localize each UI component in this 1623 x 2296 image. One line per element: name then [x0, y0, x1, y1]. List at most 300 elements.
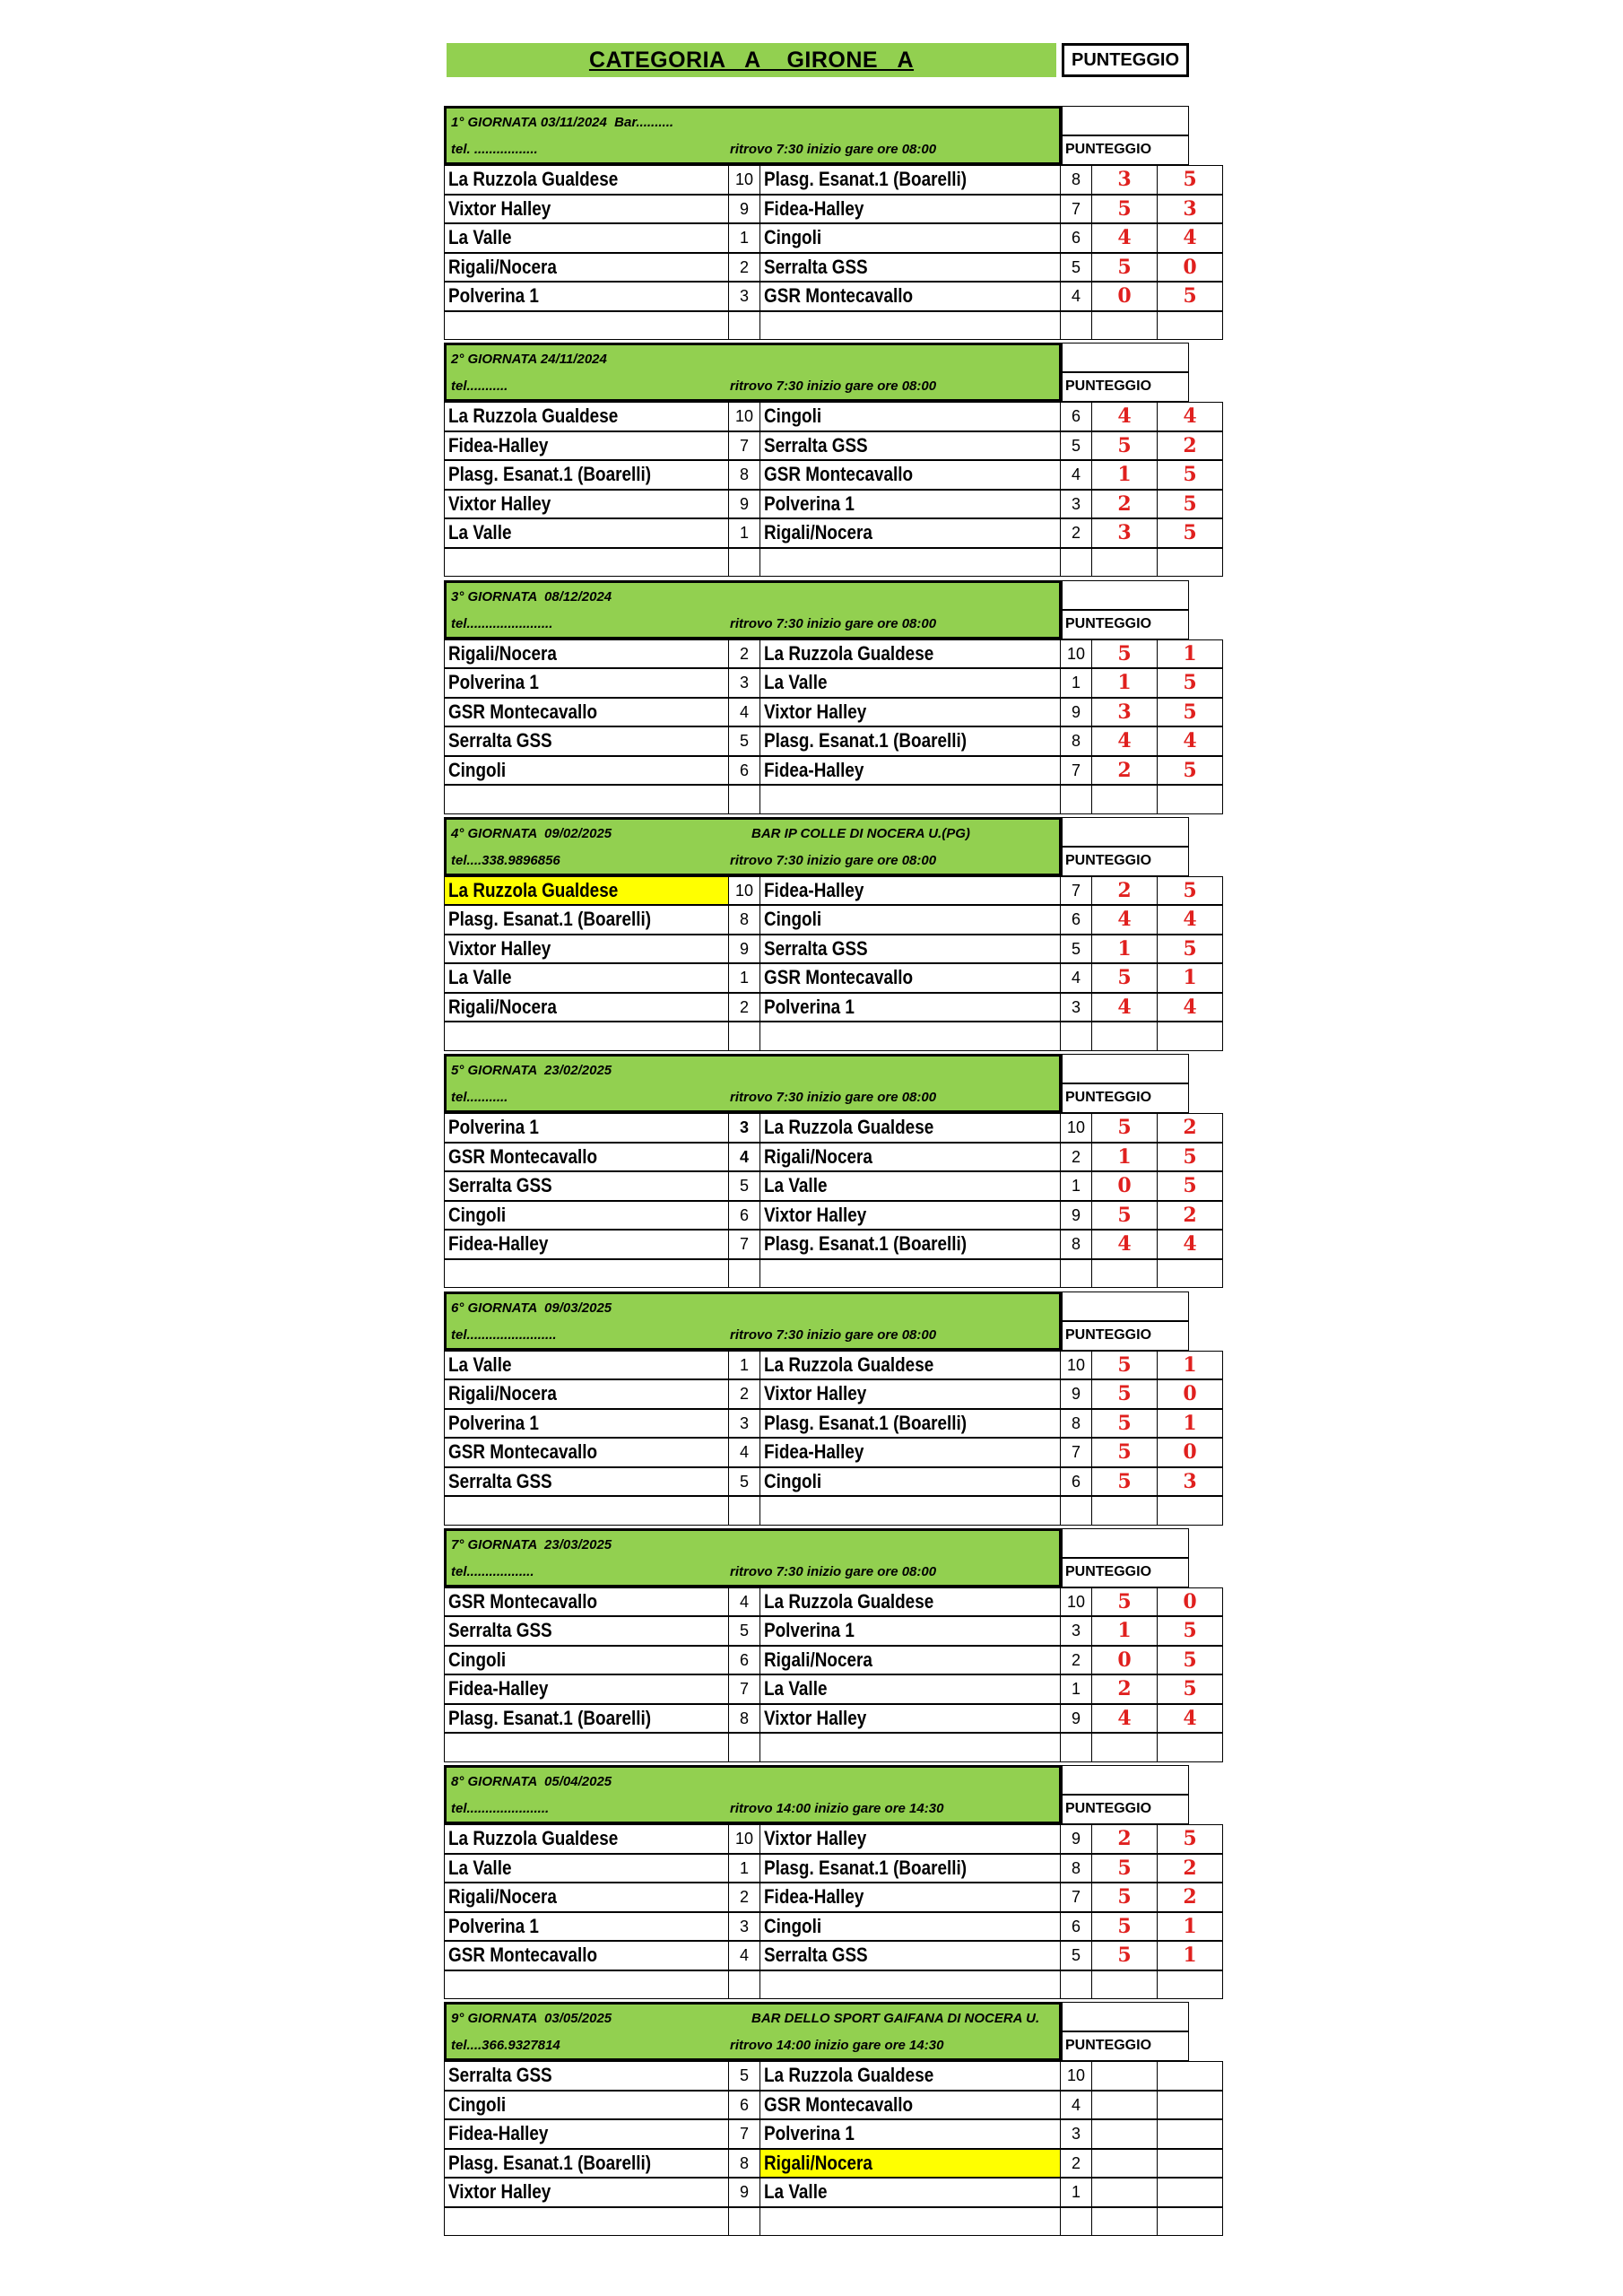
round-title: 9° GIORNATA 03/05/2025 — [451, 2011, 612, 2027]
home-score — [1091, 2119, 1158, 2149]
match-row — [444, 1587, 1197, 1617]
home-team-label: Cingoli — [448, 758, 507, 781]
away-score: 5 — [1157, 282, 1223, 311]
away-team-label: Plasg. Esanat.1 (Boarelli) — [764, 1411, 968, 1434]
home-team-number: 5 — [728, 726, 760, 756]
score-header-spacer — [1062, 2002, 1189, 2032]
home-team-number: 2 — [728, 1379, 760, 1409]
away-team-number: 3 — [1060, 490, 1092, 519]
away-team — [759, 993, 1061, 1022]
away-score: 0 — [1157, 1438, 1223, 1467]
home-team-label: Cingoli — [448, 1203, 507, 1226]
home-score — [1091, 1022, 1158, 1051]
away-team-number: 9 — [1060, 1824, 1092, 1854]
home-team-label: GSR Montecavallo — [448, 1440, 598, 1463]
round-header — [444, 2002, 1062, 2061]
home-team — [444, 282, 729, 311]
home-team-label: Fidea-Halley — [448, 1677, 549, 1700]
away-team — [759, 1616, 1061, 1646]
away-team-label: Rigali/Nocera — [764, 1144, 872, 1168]
score-header-box — [1062, 1794, 1189, 1824]
away-team — [759, 223, 1061, 253]
home-team-label: GSR Montecavallo — [448, 700, 598, 723]
home-team-number: 8 — [728, 460, 760, 490]
home-score: 1 — [1091, 460, 1158, 490]
home-team-number: 8 — [728, 905, 760, 935]
home-team — [444, 1409, 729, 1439]
home-score: 4 — [1091, 993, 1158, 1022]
match-row — [444, 993, 1197, 1022]
away-team-label: La Valle — [764, 1677, 828, 1700]
home-score: 5 — [1091, 639, 1158, 669]
home-team — [444, 2119, 729, 2149]
round-venue: BAR IP COLLE DI NOCERA U.(PG) — [751, 825, 970, 841]
away-score: 3 — [1157, 195, 1223, 224]
score-header-box — [1062, 371, 1189, 402]
away-team-label: La Ruzzola Gualdese — [764, 1589, 934, 1613]
away-team-number: 6 — [1060, 1467, 1092, 1497]
away-team-label: La Ruzzola Gualdese — [764, 1352, 934, 1376]
match-row — [444, 1704, 1197, 1734]
home-team — [444, 253, 729, 283]
home-team-label: Fidea-Halley — [448, 1232, 549, 1256]
match-row — [444, 518, 1197, 548]
home-team-number: 6 — [728, 2091, 760, 2120]
away-team-label: Rigali/Nocera — [764, 521, 872, 544]
away-team-number: 2 — [1060, 518, 1092, 548]
away-team-number: 7 — [1060, 195, 1092, 224]
home-team-label: Fidea-Halley — [448, 433, 549, 457]
empty-row — [444, 1970, 1189, 2000]
home-team-label: Rigali/Nocera — [448, 255, 557, 278]
score-header-box — [1062, 846, 1189, 876]
away-score: 5 — [1157, 756, 1223, 786]
home-team-number: 7 — [728, 1674, 760, 1704]
home-team — [444, 1646, 729, 1675]
match-row — [444, 1467, 1197, 1497]
away-team — [759, 518, 1061, 548]
away-score: 4 — [1157, 402, 1223, 431]
away-team-number: 3 — [1060, 2119, 1092, 2149]
home-team-number — [728, 2207, 760, 2237]
home-team — [444, 311, 729, 341]
home-score: 4 — [1091, 726, 1158, 756]
home-team-label: Vixtor Halley — [448, 196, 551, 220]
home-team-number: 1 — [728, 1854, 760, 1883]
match-row — [444, 2061, 1189, 2091]
home-team — [444, 518, 729, 548]
away-team-number: 10 — [1060, 639, 1092, 669]
away-team-label: Serralta GSS — [764, 255, 868, 278]
home-team — [444, 1467, 729, 1497]
away-score — [1157, 2207, 1223, 2237]
score-header-label: PUNTEGGIO — [1065, 615, 1152, 631]
away-team — [759, 1467, 1061, 1497]
home-team — [444, 1616, 729, 1646]
home-score: 2 — [1091, 490, 1158, 519]
home-team-label: Serralta GSS — [448, 1619, 552, 1642]
home-team — [444, 935, 729, 964]
empty-row — [444, 1022, 1189, 1051]
away-team-label: Rigali/Nocera — [764, 1648, 872, 1671]
round-title: 2° GIORNATA 24/11/2024 — [451, 352, 607, 368]
match-row — [444, 698, 1197, 727]
home-team-label: Vixtor Halley — [448, 2180, 551, 2204]
away-score — [1157, 1022, 1223, 1051]
away-team — [759, 876, 1061, 906]
home-team-number: 4 — [728, 1587, 760, 1617]
round-meeting-time: ritrovo 7:30 inizio gare ore 08:00 — [730, 142, 937, 157]
home-team-label: Polverina 1 — [448, 671, 539, 694]
away-score — [1157, 311, 1223, 341]
home-team-number: 9 — [728, 490, 760, 519]
home-team-number: 5 — [728, 2061, 760, 2091]
away-team-label: Cingoli — [764, 404, 822, 428]
home-team — [444, 2091, 729, 2120]
away-team-number: 5 — [1060, 935, 1092, 964]
home-team-label: Rigali/Nocera — [448, 1885, 557, 1909]
match-row — [444, 639, 1197, 669]
home-team — [444, 2178, 729, 2207]
away-team — [759, 2061, 1061, 2091]
away-score: 1 — [1157, 639, 1223, 669]
away-team-number — [1060, 311, 1092, 341]
away-score: 4 — [1157, 726, 1223, 756]
home-team-number: 4 — [728, 698, 760, 727]
away-team-label: Rigali/Nocera — [764, 2151, 872, 2174]
home-score: 3 — [1091, 518, 1158, 548]
away-team — [759, 1201, 1061, 1231]
away-score: 5 — [1157, 1616, 1223, 1646]
home-team-label: La Ruzzola Gualdese — [448, 404, 619, 428]
home-team-number: 6 — [728, 1201, 760, 1231]
away-score: 0 — [1157, 1587, 1223, 1617]
home-team-number: 8 — [728, 2149, 760, 2179]
match-row — [444, 223, 1197, 253]
home-team-number: 5 — [728, 1171, 760, 1201]
away-team — [759, 726, 1061, 756]
home-team — [444, 1351, 729, 1380]
home-team-label: Polverina 1 — [448, 1411, 539, 1434]
home-score: 5 — [1091, 1351, 1158, 1380]
home-team-number: 3 — [728, 1409, 760, 1439]
home-team-label: Cingoli — [448, 2092, 507, 2116]
match-row — [444, 2091, 1189, 2120]
away-score: 5 — [1157, 1674, 1223, 1704]
away-score: 5 — [1157, 668, 1223, 698]
away-team — [759, 460, 1061, 490]
match-row — [444, 1674, 1197, 1704]
empty-row — [444, 311, 1189, 341]
away-score: 5 — [1157, 490, 1223, 519]
home-team-label: La Valle — [448, 1856, 512, 1879]
home-score: 4 — [1091, 905, 1158, 935]
away-score: 2 — [1157, 1854, 1223, 1883]
home-team — [444, 905, 729, 935]
round-phone: tel........... — [451, 1090, 508, 1106]
empty-row — [444, 2207, 1189, 2237]
away-team — [759, 668, 1061, 698]
score-header-spacer — [1062, 1054, 1189, 1084]
home-team — [444, 490, 729, 519]
match-row — [444, 876, 1197, 906]
home-team-label: Vixtor Halley — [448, 936, 551, 960]
round-title: 1° GIORNATA 03/11/2024 Bar.......... — [451, 115, 674, 130]
score-header-box — [1062, 1320, 1189, 1351]
round-meeting-time: ritrovo 7:30 inizio gare ore 08:00 — [730, 1090, 937, 1106]
home-score: 3 — [1091, 165, 1158, 195]
home-score: 5 — [1091, 1587, 1158, 1617]
away-team-number: 1 — [1060, 2178, 1092, 2207]
round-phone: tel....366.9327814 — [451, 2038, 560, 2054]
away-team-number: 10 — [1060, 1113, 1092, 1143]
away-score — [1157, 548, 1223, 578]
home-team-label: Rigali/Nocera — [448, 641, 557, 665]
away-team-number: 8 — [1060, 726, 1092, 756]
away-team-label: Vixtor Halley — [764, 700, 867, 723]
home-team — [444, 1733, 729, 1762]
away-team-label: Cingoli — [764, 908, 822, 931]
home-team — [444, 2061, 729, 2091]
away-team-label: Fidea-Halley — [764, 758, 864, 781]
away-team — [759, 1379, 1061, 1409]
home-team-number: 4 — [728, 1143, 760, 1172]
home-team — [444, 1201, 729, 1231]
away-score: 2 — [1157, 1113, 1223, 1143]
round-phone: tel........... — [451, 378, 508, 395]
away-team — [759, 1496, 1061, 1526]
home-score — [1091, 548, 1158, 578]
home-score: 0 — [1091, 282, 1158, 311]
empty-row — [444, 548, 1189, 578]
home-team-label: Plasg. Esanat.1 (Boarelli) — [448, 2151, 652, 2174]
away-team-number: 5 — [1060, 1941, 1092, 1970]
home-team-number: 7 — [728, 431, 760, 461]
home-score: 0 — [1091, 1171, 1158, 1201]
home-score: 2 — [1091, 876, 1158, 906]
round-meeting-time: ritrovo 7:30 inizio gare ore 08:00 — [730, 615, 937, 631]
home-score — [1091, 2091, 1158, 2120]
away-team — [759, 1351, 1061, 1380]
away-team-number: 1 — [1060, 1171, 1092, 1201]
home-team — [444, 548, 729, 578]
home-team-number: 10 — [728, 402, 760, 431]
away-team — [759, 1230, 1061, 1259]
away-team — [759, 2091, 1061, 2120]
round-title: 3° GIORNATA 08/12/2024 — [451, 588, 612, 604]
away-team-number: 6 — [1060, 402, 1092, 431]
home-score — [1091, 785, 1158, 814]
score-header-spacer — [1062, 106, 1189, 136]
away-score: 4 — [1157, 1230, 1223, 1259]
away-team-number: 7 — [1060, 876, 1092, 906]
home-score: 4 — [1091, 402, 1158, 431]
home-team-label: Serralta GSS — [448, 2064, 552, 2087]
away-team-label: Serralta GSS — [764, 1944, 868, 1967]
home-score: 2 — [1091, 756, 1158, 786]
home-score: 5 — [1091, 1409, 1158, 1439]
home-team-label: GSR Montecavallo — [448, 1589, 598, 1613]
round-phone: tel....338.9896856 — [451, 852, 560, 868]
home-team-number: 8 — [728, 1704, 760, 1734]
away-team-label: Serralta GSS — [764, 936, 868, 960]
home-team-number: 6 — [728, 1646, 760, 1675]
home-team-label: La Valle — [448, 226, 512, 248]
round-meeting-time: ritrovo 14:00 inizio gare ore 14:30 — [730, 1801, 944, 1817]
away-score: 4 — [1157, 1704, 1223, 1734]
match-row — [444, 1351, 1197, 1380]
away-score — [1157, 2178, 1223, 2207]
round-header — [444, 1765, 1062, 1824]
match-row — [444, 1646, 1197, 1675]
match-row — [444, 726, 1197, 756]
away-team-number: 8 — [1060, 1409, 1092, 1439]
away-team — [759, 2207, 1061, 2237]
home-team — [444, 1883, 729, 1912]
home-team — [444, 1143, 729, 1172]
away-team — [759, 2178, 1061, 2207]
home-score: 0 — [1091, 1646, 1158, 1675]
away-team-label: Plasg. Esanat.1 (Boarelli) — [764, 1856, 968, 1879]
away-score: 5 — [1157, 935, 1223, 964]
home-score: 5 — [1091, 1854, 1158, 1883]
away-team — [759, 1409, 1061, 1439]
away-score: 5 — [1157, 1646, 1223, 1675]
away-team-number: 4 — [1060, 460, 1092, 490]
home-team — [444, 223, 729, 253]
home-team-label: La Ruzzola Gualdese — [448, 878, 619, 901]
home-team-label: Rigali/Nocera — [448, 1382, 557, 1405]
away-team — [759, 1259, 1061, 1289]
away-team-label: Fidea-Halley — [764, 1440, 864, 1463]
away-team — [759, 1646, 1061, 1675]
home-team — [444, 1912, 729, 1942]
score-header-spacer — [1062, 580, 1189, 611]
away-score: 5 — [1157, 698, 1223, 727]
score-header-box — [1062, 2031, 1189, 2061]
round-meeting-time: ritrovo 14:00 inizio gare ore 14:30 — [730, 2038, 944, 2054]
away-team-label: Serralta GSS — [764, 433, 868, 457]
home-score: 3 — [1091, 698, 1158, 727]
home-team — [444, 2207, 729, 2237]
away-team-label: Vixtor Halley — [764, 1706, 867, 1729]
home-team-number: 4 — [728, 1941, 760, 1970]
away-score — [1157, 2091, 1223, 2120]
round-phone: tel. ................. — [451, 142, 538, 157]
home-team-number: 1 — [728, 518, 760, 548]
score-header-spacer — [1062, 817, 1189, 848]
home-team — [444, 876, 729, 906]
home-score: 2 — [1091, 1674, 1158, 1704]
match-row — [444, 1379, 1197, 1409]
away-team — [759, 548, 1061, 578]
score-header-spacer — [1062, 1292, 1189, 1322]
away-team-number: 10 — [1060, 1351, 1092, 1380]
home-team-label: Plasg. Esanat.1 (Boarelli) — [448, 1706, 652, 1729]
home-team — [444, 639, 729, 669]
round-meeting-time: ritrovo 7:30 inizio gare ore 08:00 — [730, 378, 937, 395]
away-team-label: Polverina 1 — [764, 1619, 855, 1642]
match-row — [444, 756, 1197, 786]
away-score — [1157, 1733, 1223, 1762]
home-team-number — [728, 1259, 760, 1289]
match-row — [444, 490, 1197, 519]
home-team-label: La Valle — [448, 1352, 512, 1376]
away-score: 2 — [1157, 1883, 1223, 1912]
away-team — [759, 1883, 1061, 1912]
away-team — [759, 963, 1061, 993]
home-team-label: Rigali/Nocera — [448, 995, 557, 1018]
home-team-number: 2 — [728, 993, 760, 1022]
home-score: 1 — [1091, 668, 1158, 698]
match-row — [444, 1883, 1197, 1912]
away-team-label: Vixtor Halley — [764, 1827, 867, 1850]
round-title: 5° GIORNATA 23/02/2025 — [451, 1063, 612, 1079]
score-header-box — [1062, 1083, 1189, 1113]
match-row — [444, 1171, 1197, 1201]
away-team — [759, 639, 1061, 669]
away-team-label: Polverina 1 — [764, 2122, 855, 2145]
score-header-box — [1062, 1557, 1189, 1587]
round-phone: tel...................... — [451, 1801, 550, 1817]
away-score: 2 — [1157, 431, 1223, 461]
home-team-number: 2 — [728, 639, 760, 669]
away-score — [1157, 2149, 1223, 2179]
away-team-number: 2 — [1060, 1646, 1092, 1675]
home-team-number: 3 — [728, 1912, 760, 1942]
round-meeting-time: ritrovo 7:30 inizio gare ore 08:00 — [730, 1326, 937, 1343]
match-row — [444, 1230, 1197, 1259]
home-score — [1091, 311, 1158, 341]
home-score: 5 — [1091, 1912, 1158, 1942]
away-team-label: Plasg. Esanat.1 (Boarelli) — [764, 1232, 968, 1256]
round-title: 4° GIORNATA 09/02/2025 — [451, 825, 612, 841]
home-team-number — [728, 1733, 760, 1762]
away-team — [759, 905, 1061, 935]
away-score — [1157, 2061, 1223, 2091]
away-score: 1 — [1157, 1351, 1223, 1380]
away-team-number — [1060, 1733, 1092, 1762]
round-meeting-time: ritrovo 7:30 inizio gare ore 08:00 — [730, 852, 937, 868]
home-score: 4 — [1091, 1704, 1158, 1734]
away-team-label: GSR Montecavallo — [764, 463, 914, 486]
match-row — [444, 1143, 1197, 1172]
home-score — [1091, 2149, 1158, 2179]
home-team-label: La Valle — [448, 521, 512, 544]
away-team — [759, 195, 1061, 224]
away-team — [759, 1143, 1061, 1172]
home-team-number: 1 — [728, 963, 760, 993]
score-header-label: PUNTEGGIO — [1065, 1090, 1152, 1106]
away-score — [1157, 785, 1223, 814]
home-team-label: La Valle — [448, 966, 512, 989]
home-team — [444, 1587, 729, 1617]
away-team — [759, 1438, 1061, 1467]
round-header — [444, 580, 1062, 639]
home-team — [444, 1171, 729, 1201]
home-team-label: La Ruzzola Gualdese — [448, 1827, 619, 1850]
empty-row — [444, 1733, 1189, 1762]
home-team — [444, 1824, 729, 1854]
away-team-number: 1 — [1060, 668, 1092, 698]
home-team-number: 1 — [728, 223, 760, 253]
away-team-number: 9 — [1060, 1201, 1092, 1231]
away-team-label: Polverina 1 — [764, 491, 855, 515]
away-team-number — [1060, 2207, 1092, 2237]
round-header — [444, 1054, 1062, 1113]
away-team-label: Cingoli — [764, 1914, 822, 1937]
home-team-number: 6 — [728, 756, 760, 786]
